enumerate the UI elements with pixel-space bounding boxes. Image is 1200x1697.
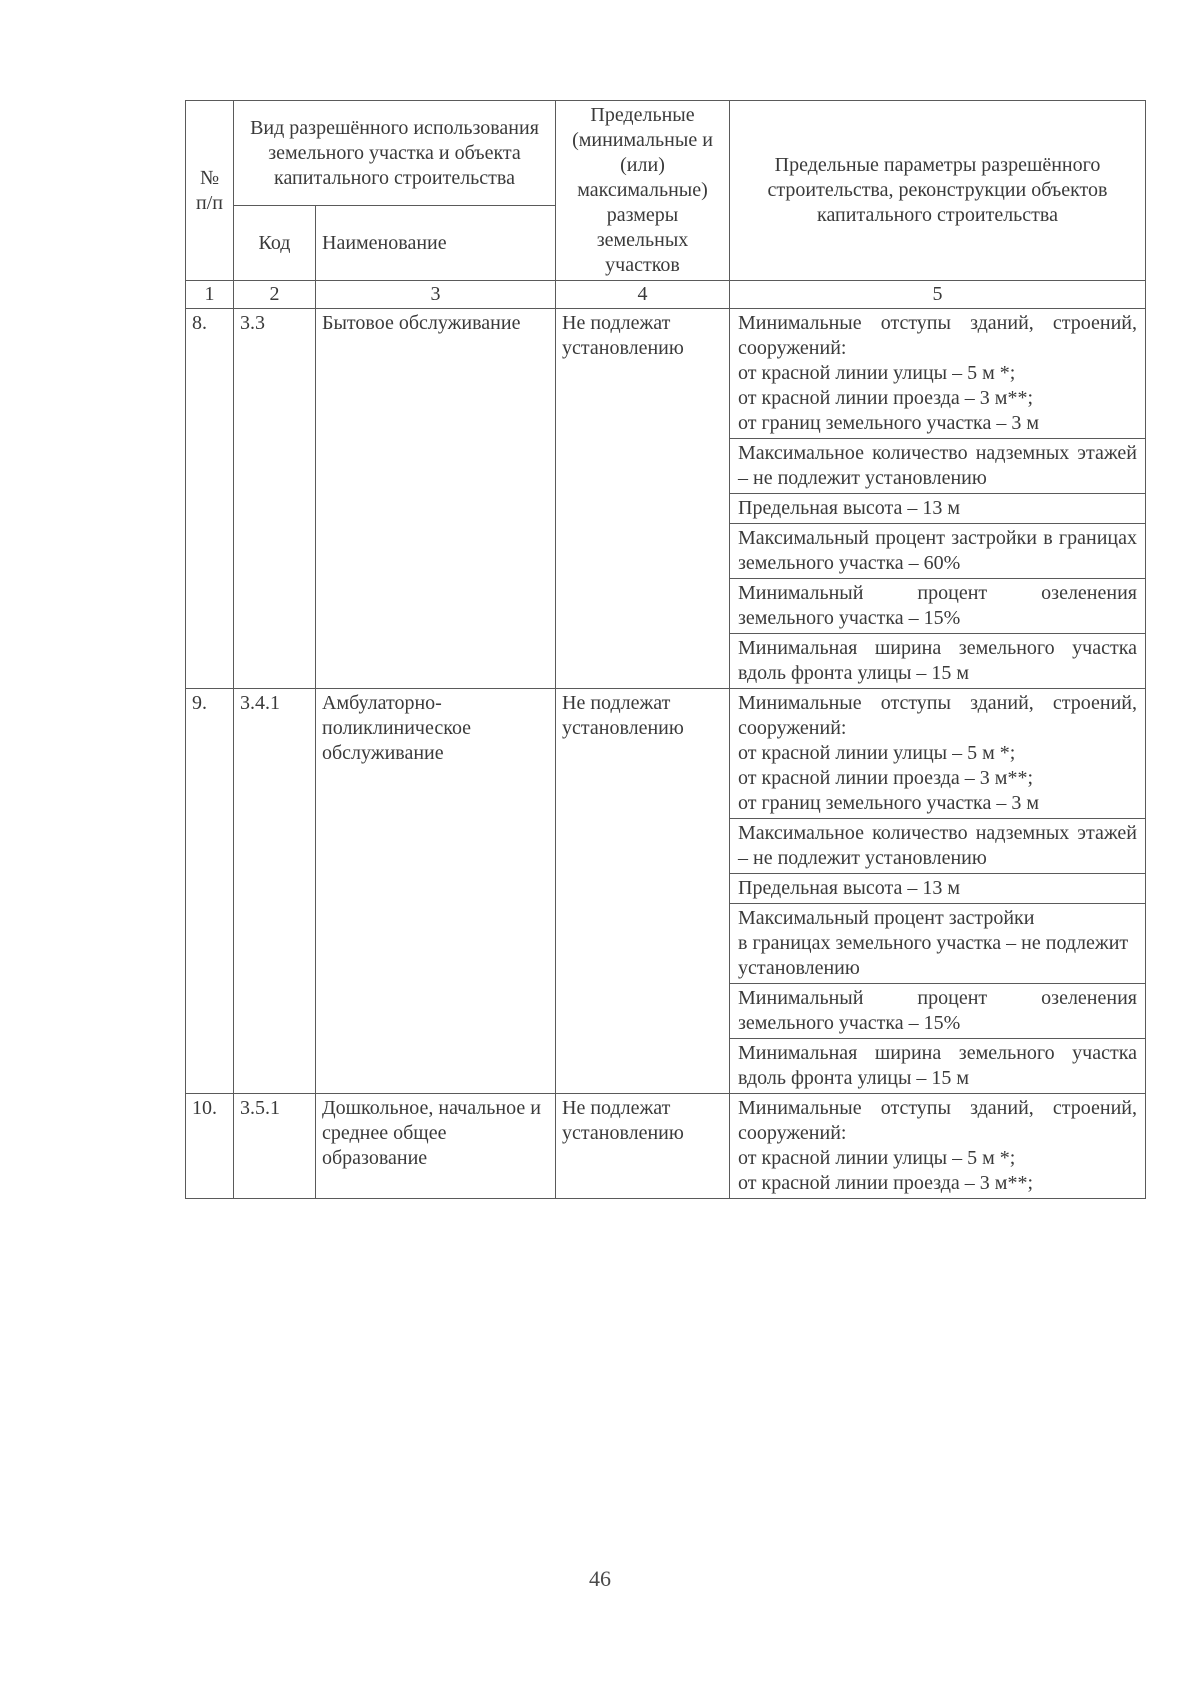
table-row bbox=[186, 689, 1146, 819]
param-cell: Минимальная ширина земельного участка вдоль фронта улицы – 15 м bbox=[730, 1039, 1146, 1094]
param-line: от границ земельного участка – 3 м bbox=[738, 792, 1039, 814]
column-numbers-row bbox=[186, 281, 1146, 309]
param-line: от границ земельного участка – 3 м bbox=[738, 412, 1039, 434]
param-line: от красной линии проезда – 3 м**; bbox=[738, 387, 1034, 409]
param-line: Максимальный процент застройки bbox=[738, 907, 1035, 929]
param-line: Минимальные отступы зданий, строений, сооружений: bbox=[738, 312, 1137, 359]
land-use-table bbox=[185, 100, 1146, 1199]
row-size: Не подлежат установлению bbox=[556, 1094, 730, 1199]
param-line: в границах земельного участка – не подлежит установлению bbox=[738, 932, 1129, 979]
param-cell bbox=[730, 689, 1146, 819]
param-line: от красной линии улицы – 5 м *; bbox=[738, 1147, 1016, 1169]
column-number: 4 bbox=[556, 281, 730, 309]
row-code: 3.4.1 bbox=[234, 689, 316, 1094]
row-name: Бытовое обслуживание bbox=[316, 309, 556, 689]
param-cell: Минимальная ширина земельного участка вдоль фронта улицы – 15 м bbox=[730, 634, 1146, 689]
header-vid: Вид разрешённого использования земельного участка и объекта капитального строительства bbox=[234, 101, 556, 206]
page-number: 46 bbox=[589, 1566, 611, 1591]
param-cell bbox=[730, 309, 1146, 439]
row-name: Амбулаторно-поликлиническое обслуживание bbox=[316, 689, 556, 1094]
param-cell: Минимальный процент озеленения земельного участка – 15% bbox=[730, 579, 1146, 634]
row-name: Дошкольное, начальное и среднее общее образование bbox=[316, 1094, 556, 1199]
table-row bbox=[186, 1094, 1146, 1199]
param-cell: Предельная высота – 13 м bbox=[730, 874, 1146, 904]
row-number: 9. bbox=[186, 689, 234, 1094]
column-number: 5 bbox=[730, 281, 1146, 309]
header-params: Предельные параметры разрешённого строительства, реконструкции объектов капитального строительства bbox=[730, 101, 1146, 281]
param-line: Минимальные отступы зданий, строений, сооружений: bbox=[738, 692, 1137, 739]
header-size: Предельные (минимальные и (или) максимальные) размеры земельных участков bbox=[556, 101, 730, 281]
row-code: 3.5.1 bbox=[234, 1094, 316, 1199]
column-number: 3 bbox=[316, 281, 556, 309]
header-code: Код bbox=[234, 206, 316, 281]
row-code: 3.3 bbox=[234, 309, 316, 689]
row-size: Не подлежат установлению bbox=[556, 689, 730, 1094]
param-cell: Предельная высота – 13 м bbox=[730, 494, 1146, 524]
param-cell: Минимальный процент озеленения земельного участка – 15% bbox=[730, 984, 1146, 1039]
param-line: от красной линии проезда – 3 м**; bbox=[738, 767, 1034, 789]
header-name: Наименование bbox=[316, 206, 556, 281]
header-row-1 bbox=[186, 101, 1146, 206]
param-cell bbox=[730, 1094, 1146, 1199]
row-size: Не подлежат установлению bbox=[556, 309, 730, 689]
header-num: № п/п bbox=[186, 101, 234, 281]
row-number: 10. bbox=[186, 1094, 234, 1199]
param-line: Минимальные отступы зданий, строений, сооружений: bbox=[738, 1097, 1137, 1144]
param-cell: Максимальное количество надземных этажей – не подлежит установлению bbox=[730, 819, 1146, 874]
param-cell: Максимальный процент застройки в границах земельного участка – 60% bbox=[730, 524, 1146, 579]
row-number: 8. bbox=[186, 309, 234, 689]
param-cell: Максимальное количество надземных этажей – не подлежит установлению bbox=[730, 439, 1146, 494]
column-number: 1 bbox=[186, 281, 234, 309]
param-line: от красной линии проезда – 3 м**; bbox=[738, 1172, 1034, 1194]
column-number: 2 bbox=[234, 281, 316, 309]
param-line: от красной линии улицы – 5 м *; bbox=[738, 742, 1016, 764]
table-row bbox=[186, 309, 1146, 439]
param-line: от красной линии улицы – 5 м *; bbox=[738, 362, 1016, 384]
param-cell bbox=[730, 904, 1146, 984]
